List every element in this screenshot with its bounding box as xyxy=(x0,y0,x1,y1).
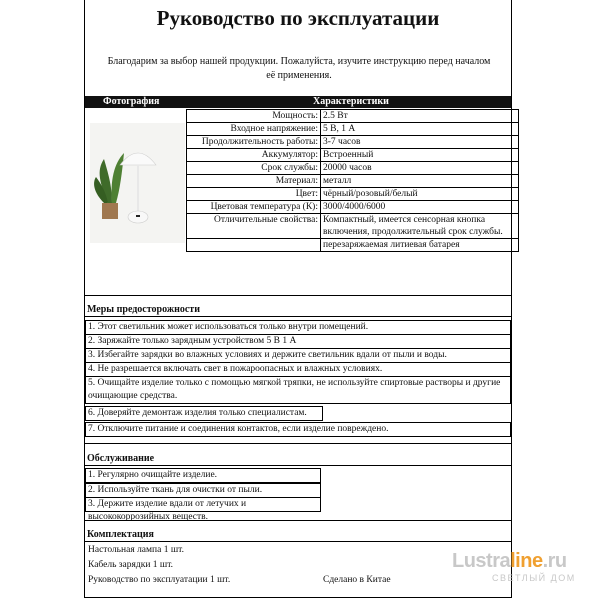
divider xyxy=(85,295,511,296)
spec-value: металл xyxy=(321,175,519,188)
spec-row xyxy=(187,201,519,214)
photo-header: Фотография xyxy=(103,96,160,107)
spec-key xyxy=(187,239,321,252)
specs-header: Характеристики xyxy=(313,96,389,107)
spec-row xyxy=(187,239,519,252)
spec-key: Материал: xyxy=(187,175,321,188)
kit-item: Кабель зарядки 1 шт. xyxy=(88,560,174,570)
spec-row xyxy=(187,149,519,162)
spec-key: Цвет: xyxy=(187,188,321,201)
divider xyxy=(85,520,511,521)
spec-value: перезаряжаемая литиевая батарея xyxy=(321,239,519,252)
specs-table xyxy=(186,109,519,252)
spec-value: 20000 часов xyxy=(321,162,519,175)
divider xyxy=(85,541,511,542)
spec-row xyxy=(187,175,519,188)
divider xyxy=(85,465,511,466)
spec-value: Встроенный xyxy=(321,149,519,162)
lamp-photo xyxy=(90,123,185,243)
kit-item: Настольная лампа 1 шт. xyxy=(88,545,184,555)
kit-item: Руководство по эксплуатации 1 шт. xyxy=(88,575,231,585)
intro-text: Благодарим за выбор нашей продукции. Пожалуйста, изучите инструкцию перед началом её применения. xyxy=(107,56,491,81)
made-in-text: Сделано в Китае xyxy=(323,575,391,585)
precaution-item: 7. Отключите питание и соединения контактов, если изделие повреждено. xyxy=(85,422,511,437)
spec-key: Цветовая температура (К): xyxy=(187,201,321,214)
spec-key: Отличительные свойства: xyxy=(187,214,321,239)
service-item: 3. Держите изделие вдали от летучих и высококоррозийных веществ. xyxy=(85,497,321,512)
precaution-item: 2. Заряжайте только зарядным устройством 5 В 1 А xyxy=(85,334,511,349)
spec-key: Мощность: xyxy=(187,110,321,123)
kit-title: Комплектация xyxy=(87,529,154,540)
spec-value: Компактный, имеется сенсорная кнопка включения, продолжительный срок службы. xyxy=(321,214,519,239)
spec-value: чёрный/розовый/белый xyxy=(321,188,519,201)
precaution-item: 3. Избегайте зарядки во влажных условиях и держите светильник вдали от пыли и воды. xyxy=(85,348,511,363)
spec-row xyxy=(187,188,519,201)
service-title: Обслуживание xyxy=(87,453,155,464)
spec-key: Продолжительность работы: xyxy=(187,136,321,149)
precaution-item: 1. Этот светильник может использоваться только внутри помещений. xyxy=(85,320,511,335)
spec-key: Входное напряжение: xyxy=(187,123,321,136)
spec-key: Срок службы: xyxy=(187,162,321,175)
spec-value: 3-7 часов xyxy=(321,136,519,149)
spec-row xyxy=(187,136,519,149)
spec-row xyxy=(187,162,519,175)
divider xyxy=(85,316,511,317)
specs-header-bar xyxy=(85,96,511,108)
precaution-item: 6. Доверяйте демонтаж изделия только специалистам. xyxy=(85,406,323,421)
divider xyxy=(85,443,511,444)
precaution-item: 4. Не разрешается включать свет в пожароопасных и влажных условиях. xyxy=(85,362,511,377)
spec-row xyxy=(187,110,519,123)
precaution-item: 5. Очищайте изделие только с помощью мягкой тряпки, не используйте спиртовые растворы и другие очищающие средства. xyxy=(85,376,511,404)
service-item: 2. Используйте ткань для очистки от пыли. xyxy=(85,483,321,498)
brand-logo: Lustraline.ru СВЕТЛЫЙ ДОМ xyxy=(452,550,576,583)
service-item: 1. Регулярно очищайте изделие. xyxy=(85,468,321,483)
spec-row xyxy=(187,214,519,239)
spec-row xyxy=(187,123,519,136)
spec-value: 2.5 Вт xyxy=(321,110,519,123)
precautions-title: Меры предосторожности xyxy=(87,304,200,315)
spec-key: Аккумулятор: xyxy=(187,149,321,162)
spec-value: 3000/4000/6000 xyxy=(321,201,519,214)
page-title: Руководство по эксплуатации xyxy=(156,6,440,30)
spec-value: 5 В, 1 А xyxy=(321,123,519,136)
